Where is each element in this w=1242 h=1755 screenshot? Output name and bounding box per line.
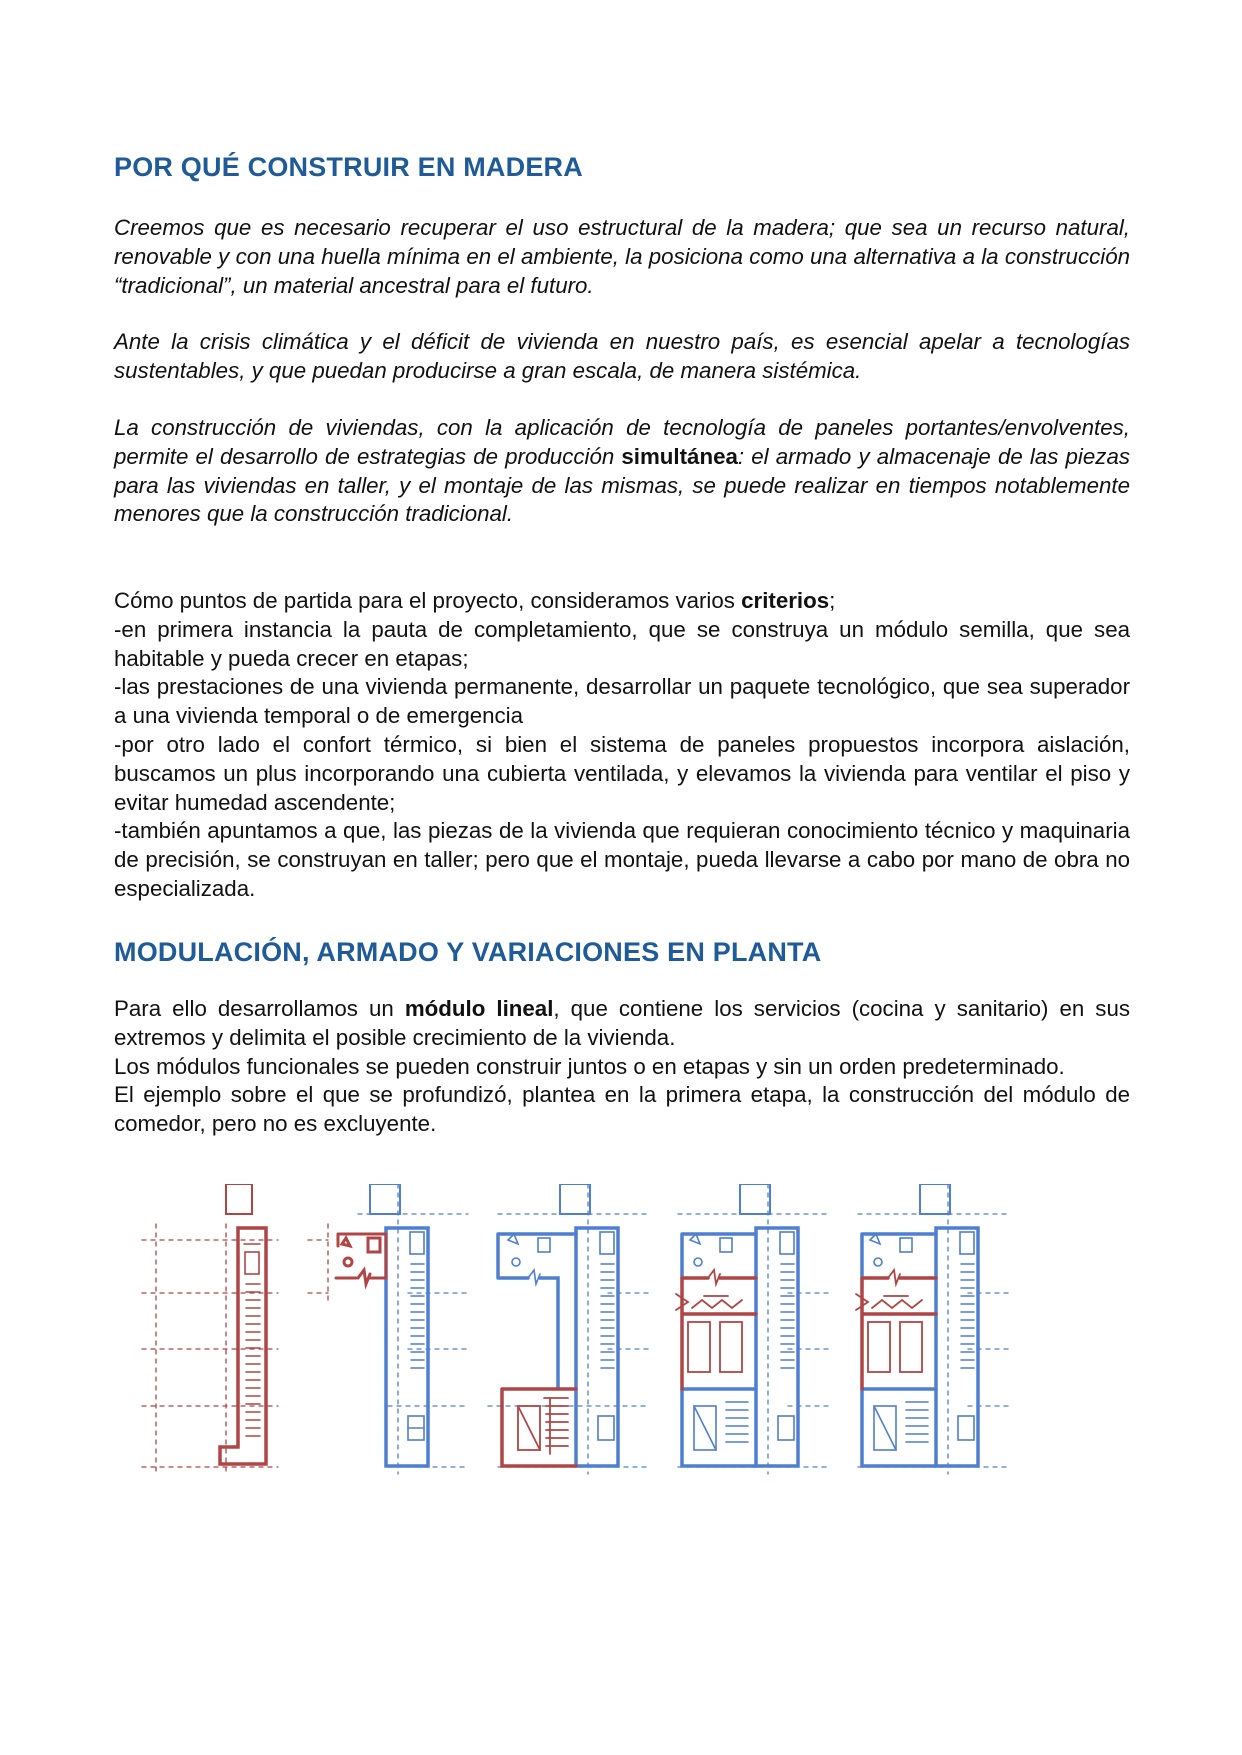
linear-module-text-b: , que contiene los servicios (cocina y sanitario) en sus extremos y delimita el posible crecimiento de la vivienda. [114, 996, 1131, 1050]
modulation-block [114, 995, 1130, 1139]
paragraph-construction-text-b: : el armado y almacenaje de las piezas para las viviendas en taller, y el montaje de las mismas, se puede realizar en tiempos notablemente menores que la construcción tradicional. [114, 443, 1130, 527]
criteria-item: -por otro lado el confort térmico, si bien el sistema de paneles propuestos incorpora aislación, buscamos un plus incorporando una cubierta ventilada, y elevamos la vivienda para ventilar el piso y evitar humedad ascendente; [114, 731, 1130, 815]
paragraph-climate-crisis: Ante la crisis climática y el déficit de vivienda en nuestro país, es esencial apelar a tecnologías sustentables, y que puedan producirse a gran escala, de manera sistémica. [114, 329, 1130, 383]
plan-sketch-stage-4 [676, 1184, 828, 1474]
criteria-item: -en primera instancia la pauta de completamiento, que se construya un módulo semilla, que sea habitable y pueda crecer en etapas; [114, 616, 1130, 671]
linear-module-text-a: Para ello desarrollamos un [114, 996, 405, 1021]
paragraph-example: El ejemplo sobre el que se profundizó, plantea en la primera etapa, la construcción del módulo de comedor, pero no es excluyente. [114, 1082, 1130, 1137]
section-title-why-wood: POR QUÉ CONSTRUIR EN MADERA [114, 152, 583, 182]
paragraph-construction-text-a: La construcción de viviendas, con la aplicación de tecnología de paneles portantes/envolventes, permite el desarrollo de estrategias de producción [114, 415, 1130, 469]
bold-modulo-lineal: módulo lineal [404, 996, 554, 1021]
criteria-intro-text: Cómo puntos de partida para el proyecto, consideramos varios [114, 588, 742, 613]
plan-sketch-stage-2 [308, 1184, 468, 1474]
plan-sketch-stage-3 [488, 1184, 648, 1474]
paragraph-wood-reasons: Creemos que es necesario recuperar el uso estructural de la madera; que sea un recurso natural, renovable y con una huella mínima en el ambiente, la posiciona como una alternativa a la construcción “tradicional”, un material ancestral para el futuro. [114, 215, 1130, 298]
plan-sketch-stage-5 [856, 1184, 1008, 1474]
paragraph-construction [114, 414, 1130, 529]
bold-simultanea: simultánea [621, 443, 738, 469]
paragraph-linear-module [114, 995, 1130, 1053]
criteria-intro [114, 587, 1130, 616]
section-title-modulation: MODULACIÓN, ARMADO Y VARIACIONES EN PLANTA [114, 937, 822, 967]
paragraph-functional-modules: Los módulos funcionales se pueden construir juntos o en etapas y sin un orden predeterminado. [114, 1053, 1065, 1079]
criteria-block [114, 587, 1130, 904]
floor-plan-sketches [128, 1184, 1078, 1484]
criteria-intro-end: ; [829, 588, 836, 613]
bold-criterios: criterios [741, 588, 830, 613]
criteria-item: -las prestaciones de una vivienda permanente, desarrollar un paquete tecnológico, que sea superador a una vivienda temporal o de emergencia [114, 674, 1130, 729]
plan-sketch-stage-1 [142, 1184, 278, 1474]
criteria-item: -también apuntamos a que, las piezas de la vivienda que requieran conocimiento técnico y maquinaria de precisión, se construyan en taller; pero que el montaje, pueda llevarse a cabo por mano de obra no especializada. [114, 818, 1130, 901]
